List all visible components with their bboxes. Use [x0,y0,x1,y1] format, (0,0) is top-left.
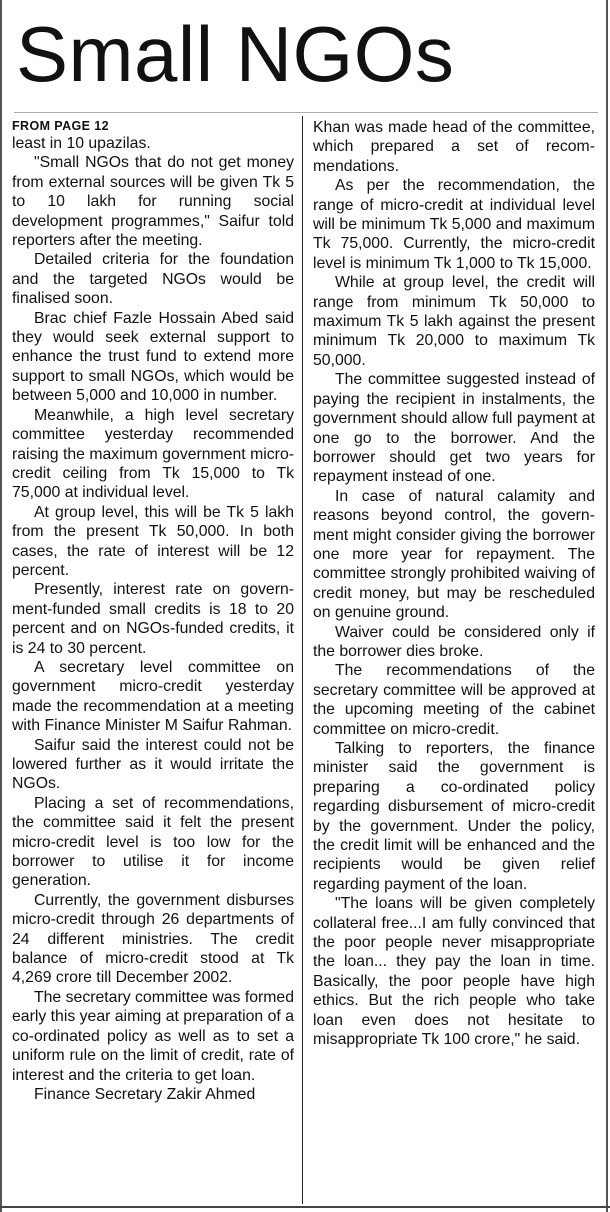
paragraph: Placing a set of recommendations, the committee said it felt the present micro-credit level is too low for the borrower to utilise it for income generation. [12,794,294,890]
bottom-rule [0,1206,610,1208]
paragraph: The recommendations of the secretary committee will be approved at the upcoming meeting of the cabinet committee on micro-credit. [313,662,595,738]
left-border-rule [0,0,2,1212]
paragraph: "Small NGOs that do not get money from external sources will be given Tk 5 to 10 lakh for running social development programmes," Saifur told reporters after the meeting. [12,154,294,250]
headline: Small NGOs [16,10,455,98]
paragraph: Finance Secretary Zakir Ahmed [34,1085,256,1103]
paragraph: As per the recommendation, the range of micro-credit at individual level will be minimum Tk 5,000 and maximum Tk 75,000. Currently, the micro-credit level is minimum Tk 1,000 to Tk 15,000. [313,177,595,272]
column-divider [302,116,303,1204]
paragraph: The committee suggested instead of paying the recipient in instalments, the government should allow full payment at one go to the borrower. And the borrower should get two years for repayment instead of one. [313,371,595,486]
paragraph: Khan was made head of the committee, which prepared a set of recommendations. [313,119,595,175]
paragraph: Waiver could be considered only if the borrower dies broke. [313,623,595,660]
paragraph: least in 10 upazilas. [12,135,151,152]
paragraph: Detailed criteria for the foundation and the targeted NGOs would be finalised soon. [12,251,294,308]
article-column-left [12,118,294,1104]
paragraph: Talking to reporters, the finance minister said the government is preparing a co-ordinated policy regarding disbursement of micro-credit by the government. Under the policy, the credit limit will be enhanced and the recipients would be given relief regarding payment of the loan. [313,740,595,893]
paragraph: At group level, this will be Tk 5 lakh from the present Tk 50,000. In both cases, the rate of interest will be 12 percent. [12,503,294,579]
paragraph: Currently, the government disburses micro-credit through 26 departments of 24 different ministries. The credit balance of micro-credit stood at Tk 4,269 crore till December 2002. [12,891,294,987]
paragraph: In case of natural calamity and reasons beyond control, the government might consider giving the borrower one more year for repayment. The committee strongly prohibited waiving of credit money, but may be rescheduled on genuine ground. [313,487,595,622]
paragraph: Presently, interest rate on government-funded small credits is 18 to 20 percent and on NGOs-funded credits, it is 24 to 30 percent. [12,581,294,657]
paragraph: A secretary level committee on government micro-credit yesterday made the recommendation at a meeting with Finance Minister M Saifur Rahman. [12,658,294,735]
paragraph: Meanwhile, a high level secretary committee yesterday recommended raising the maximum government micro-credit ceiling from Tk 15,000 to Tk 75,000 at individual level. [12,406,294,502]
paragraph: "The loans will be given completely collateral free...I am fully convinced that the poor people never misappropriate the loan... they pay the loan in time. Basically, the poor people have high ethics. But the rich people who take loan even does not hesitate to misappropriate Tk 100 crore," he said. [313,895,595,1049]
right-border-rule [606,0,608,1212]
paragraph: The secretary committee was formed early this year aiming at preparation of a co-ordinated policy as well as to set a uniform rule on the limit of credit, rate of interest and the criteria to get loan. [12,988,294,1084]
paragraph: While at group level, the credit will range from minimum Tk 50,000 to maximum Tk 5 lakh against the present minimum Tk 20,000 to maximum Tk 50,000. [313,274,595,369]
article-column-right [313,118,595,1050]
paragraph: Brac chief Fazle Hossain Abed said they would seek external support to enhance the trust fund to extend more support to small NGOs, which would be between 5,000 and 10,000 in number. [12,309,294,405]
paragraph: Saifur said the interest could not be lowered further as it would irritate the NGOs. [12,736,294,793]
jump-line: FROM PAGE 12 [12,119,109,133]
headline-separator [14,112,598,113]
